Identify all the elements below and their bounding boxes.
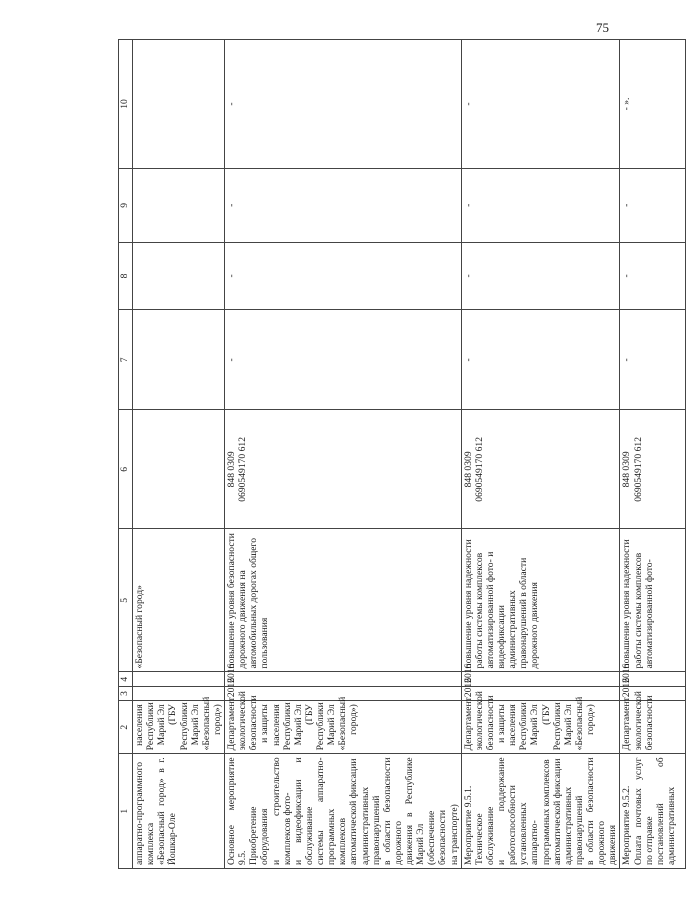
executor-cell: Департамент экологической безопасности и защиты населения Республики Марий Эл (ГБУ Республики Марий Эл «Безопасный город») — [225, 701, 462, 754]
header-cell: 1 — [119, 754, 133, 869]
table-row — [461, 40, 620, 869]
value-cell: - — [461, 242, 620, 310]
header-cell: 5 — [119, 529, 133, 672]
measure-name-cell: аппаратно-программного комплекса «Безопасный город» в г. Йошкар-Оле — [133, 754, 225, 869]
start-year-cell: 2016 — [461, 686, 620, 700]
result-cell: «Безопасный город» — [133, 529, 225, 672]
value-cell: - — [620, 242, 686, 310]
value-cell: - — [461, 168, 620, 242]
header-cell: 4 — [119, 672, 133, 686]
value-cell: - — [225, 310, 462, 410]
executor-cell: Департамент экологической безопасности и защиты населения Республики Марий Эл (ГБУ Республики Марий Эл «Безопасный город») — [461, 701, 620, 754]
budget-code-cell: 848 0309 0690549170 612 — [620, 410, 686, 529]
value-cell: - — [225, 242, 462, 310]
end-year-cell: 2016 — [225, 672, 462, 686]
executor-cell: Департамент экологической безопасности — [620, 701, 686, 754]
measure-name-cell: Основное мероприятие 9.5. Приобретение оборудования и строительство комплексов фото- и видеофиксации и обслуживание системы аппаратно-программных комплексов автоматической фиксации административных правонарушений в области безопасности дорожного движения в Республике Марий Эл (обеспечение безопасности на транспорте) — [225, 754, 462, 869]
value-cell: - — [620, 168, 686, 242]
budget-code-cell: 848 0309 0690549170 612 — [225, 410, 462, 529]
header-cell: 8 — [119, 242, 133, 310]
table-row — [620, 40, 686, 869]
value-cell: - — [225, 40, 462, 169]
value-cell — [133, 310, 225, 410]
value-cell — [133, 242, 225, 310]
budget-code-cell — [133, 410, 225, 529]
budget-code-cell: 848 0309 0690549170 612 — [461, 410, 620, 529]
measure-name-cell: Мероприятие 9.5.2. Оплата почтовых услуг по отправке постановлений об административных — [620, 754, 686, 869]
header-row — [119, 40, 133, 869]
executor-cell: населения Республики Марий Эл (ГБУ Республики Марий Эл «Безопасный город») — [133, 701, 225, 754]
rotated-table-wrapper — [118, 39, 677, 869]
header-cell: 7 — [119, 310, 133, 410]
result-cell: повышение уровня надежности работы системы комплексов автоматизированной фото- и видеофиксации административных правонарушений в области дорожного движения — [461, 529, 620, 672]
header-cell: 10 — [119, 40, 133, 169]
table-row — [225, 40, 462, 869]
end-year-cell — [133, 672, 225, 686]
value-cell: - ». — [620, 40, 686, 169]
measure-name-cell: Мероприятие 9.5.1. Техническое обслуживание и поддержание работоспособности установленных аппаратно- программных комплексов автоматической фиксации административных правонарушений в области безопасности дорожного движения — [461, 754, 620, 869]
value-cell: - — [461, 310, 620, 410]
page-number: 75 — [596, 20, 609, 35]
end-year-cell: 2016 — [620, 672, 686, 686]
value-cell — [133, 40, 225, 169]
value-cell: - — [225, 168, 462, 242]
start-year-cell: 2016 — [225, 686, 462, 700]
header-cell: 2 — [119, 701, 133, 754]
start-year-cell: 2016 — [620, 686, 686, 700]
header-cell: 3 — [119, 686, 133, 700]
result-cell: повышение уровня надежности работы системы комплексов автоматизированной фото- — [620, 529, 686, 672]
end-year-cell: 2016 — [461, 672, 620, 686]
value-cell — [133, 168, 225, 242]
header-cell: 6 — [119, 410, 133, 529]
result-cell: повышение уровня безопасности дорожного движения на автомобильных дорогах общего пользования — [225, 529, 462, 672]
program-table — [118, 39, 686, 869]
value-cell: - — [620, 310, 686, 410]
value-cell: - — [461, 40, 620, 169]
table-row — [133, 40, 225, 869]
header-cell: 9 — [119, 168, 133, 242]
